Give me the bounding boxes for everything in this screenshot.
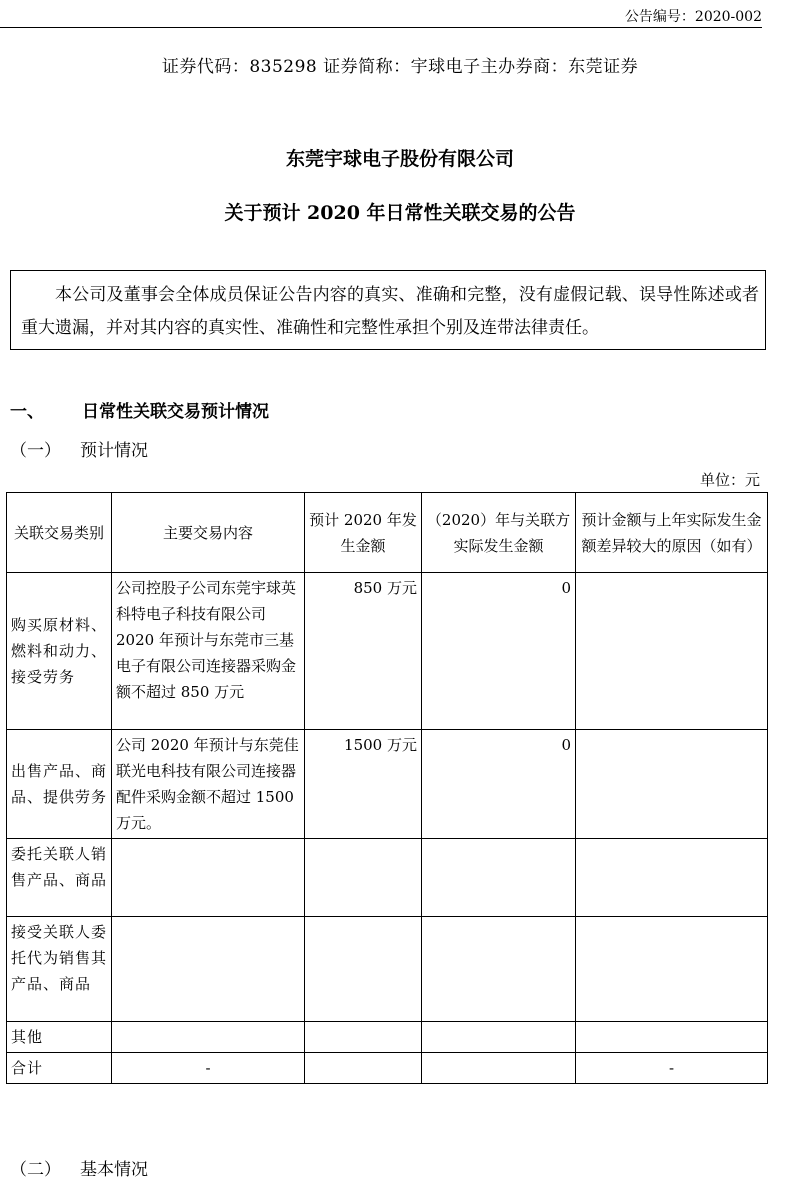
table-row bbox=[7, 730, 768, 839]
content-cell bbox=[112, 1022, 305, 1053]
declaration-box: 本公司及董事会全体成员保证公告内容的真实、准确和完整，没有虚假记载、误导性陈述或者重大遗漏，并对其内容的真实性、准确性和完整性承担个别及连带法律责任。 bbox=[10, 270, 766, 350]
unit-label: 单位：元 bbox=[699, 471, 760, 489]
table-row bbox=[7, 917, 768, 1022]
table-row bbox=[7, 839, 768, 917]
estimated-amount-cell bbox=[305, 1022, 422, 1053]
reason-cell bbox=[576, 839, 768, 917]
actual-amount-cell bbox=[422, 1022, 576, 1053]
estimated-amount-cell: 850 万元 bbox=[305, 573, 422, 730]
reason-cell: - bbox=[576, 1053, 768, 1084]
actual-amount-cell: 0 bbox=[422, 573, 576, 730]
content-cell: 公司 2020 年预计与东莞佳联光电科技有限公司连接器配件采购金额不超过 1500 万元。 bbox=[112, 730, 305, 839]
section-number: 一、 bbox=[10, 402, 44, 422]
reason-cell bbox=[576, 917, 768, 1022]
related-transactions-table bbox=[6, 492, 768, 1084]
estimated-amount-cell bbox=[305, 1053, 422, 1084]
content-cell: 公司控股子公司东莞宇球英科特电子科技有限公司 2020 年预计与东莞市三基电子有限公司连接器采购金额不超过 850 万元 bbox=[112, 573, 305, 730]
category-cell: 合计 bbox=[7, 1053, 112, 1084]
category-cell: 出售产品、商品、提供劳务 bbox=[7, 730, 112, 839]
actual-amount-cell bbox=[422, 917, 576, 1022]
header-cell: 预计金额与上年实际发生金额差异较大的原因（如有） bbox=[576, 493, 768, 573]
company-title: 东莞宇球电子股份有限公司 bbox=[285, 148, 514, 170]
reason-cell bbox=[576, 1022, 768, 1053]
table-row bbox=[7, 573, 768, 730]
subsection-number: （二） bbox=[10, 1160, 61, 1180]
section-title: 日常性关联交易预计情况 bbox=[82, 402, 269, 422]
header-cell: 预计 2020 年发生金额 bbox=[305, 493, 422, 573]
header-cell: （2020）年与关联方实际发生金额 bbox=[422, 493, 576, 573]
announcement-number: 公告编号：2020-002 bbox=[624, 9, 762, 25]
header-cell: 关联交易类别 bbox=[7, 493, 112, 573]
subsection-number: （一） bbox=[10, 441, 61, 461]
header-rule bbox=[0, 27, 762, 28]
table-row bbox=[7, 1022, 768, 1053]
category-cell: 委托关联人销售产品、商品 bbox=[7, 839, 112, 917]
estimated-amount-cell: 1500 万元 bbox=[305, 730, 422, 839]
category-cell: 接受关联人委托代为销售其产品、商品 bbox=[7, 917, 112, 1022]
table-header-row bbox=[7, 493, 768, 573]
reason-cell bbox=[576, 730, 768, 839]
table-total-row bbox=[7, 1053, 768, 1084]
content-cell: - bbox=[112, 1053, 305, 1084]
header-cell: 主要交易内容 bbox=[112, 493, 305, 573]
category-cell: 购买原材料、燃料和动力、接受劳务 bbox=[7, 573, 112, 730]
securities-info: 证券代码：835298 证券简称：宇球电子主办券商：东莞证券 bbox=[161, 57, 639, 77]
actual-amount-cell bbox=[422, 839, 576, 917]
announcement-title: 关于预计 2020 年日常性关联交易的公告 bbox=[224, 202, 576, 224]
actual-amount-cell bbox=[422, 1053, 576, 1084]
subsection-title: 预计情况 bbox=[80, 441, 148, 461]
category-cell: 其他 bbox=[7, 1022, 112, 1053]
reason-cell bbox=[576, 573, 768, 730]
estimated-amount-cell bbox=[305, 839, 422, 917]
actual-amount-cell: 0 bbox=[422, 730, 576, 839]
content-cell bbox=[112, 917, 305, 1022]
estimated-amount-cell bbox=[305, 917, 422, 1022]
subsection-title: 基本情况 bbox=[80, 1160, 148, 1180]
content-cell bbox=[112, 839, 305, 917]
